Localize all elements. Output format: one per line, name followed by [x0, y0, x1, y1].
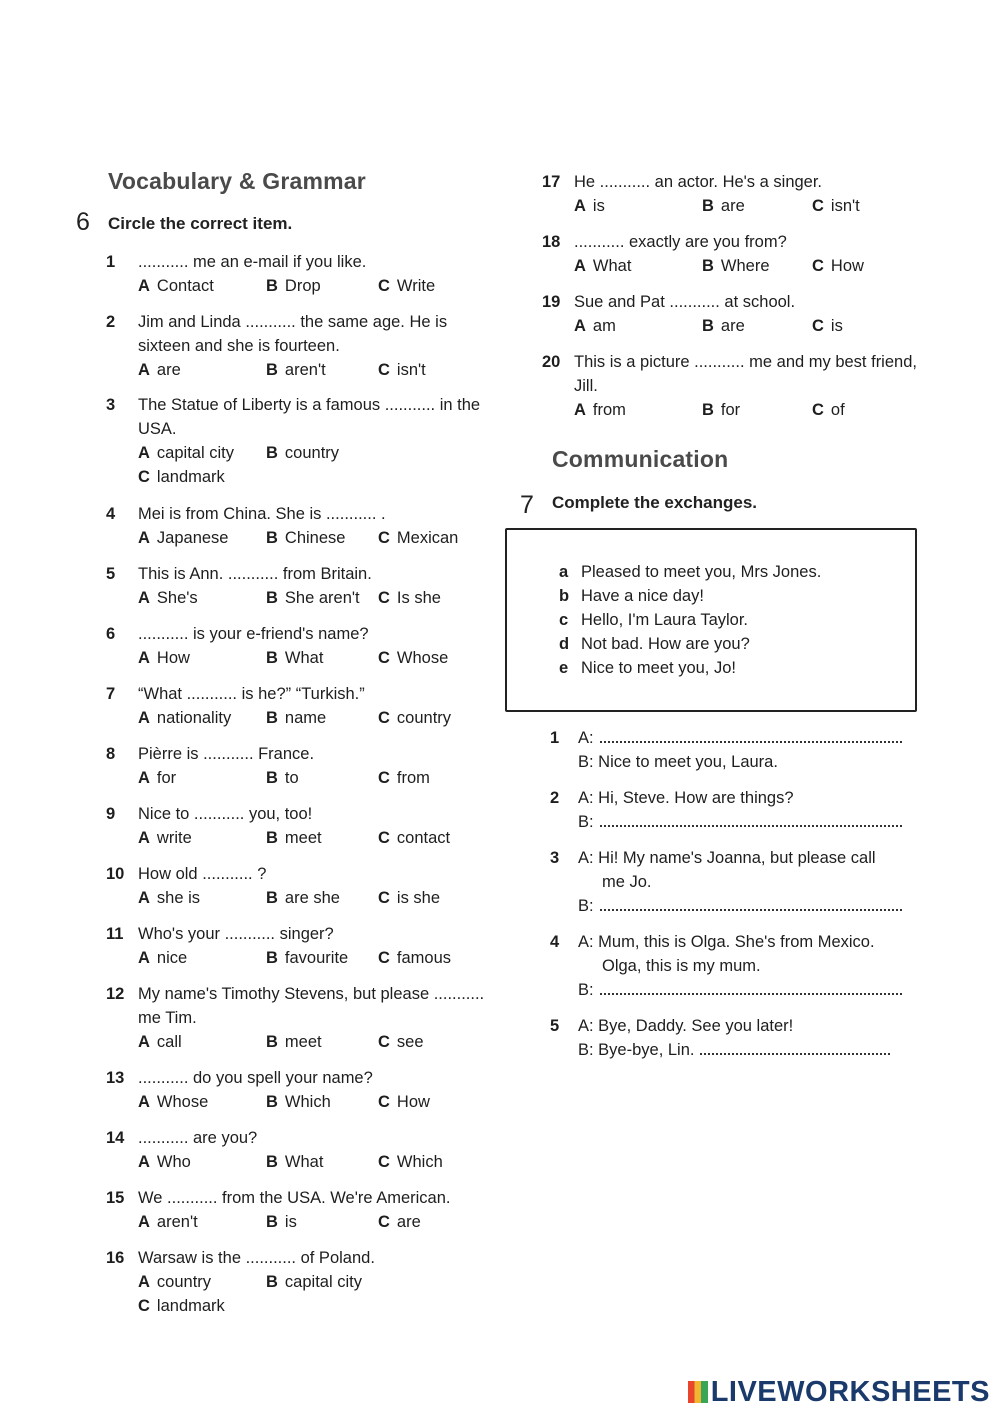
option-letter: C: [378, 1153, 390, 1171]
option-letter: C: [378, 277, 390, 295]
option-b[interactable]: [266, 646, 323, 670]
liveworksheets-logo: [688, 1376, 990, 1409]
option-text: capital city: [156, 444, 234, 462]
exchange-line: [578, 930, 875, 954]
response-d: [559, 632, 750, 656]
question-stem: We ........... from the USA. We're American.: [138, 1189, 451, 1207]
exercise-7-number: 7: [520, 491, 534, 519]
question-stem: Pièrre is ........... France.: [138, 745, 315, 763]
exchange-line: [578, 1014, 793, 1038]
option-text: aren't: [284, 361, 326, 379]
response-a: [559, 560, 821, 584]
option-b[interactable]: [266, 826, 322, 850]
option-text: isn't: [396, 361, 426, 379]
question-stem: My name's Timothy Stevens, but please ........... me Tim.: [138, 985, 485, 1027]
option-letter: B: [266, 361, 278, 379]
option-text: are: [720, 197, 745, 215]
option-a[interactable]: [138, 766, 176, 790]
option-text: Japanese: [156, 529, 229, 547]
option-text: from: [396, 769, 430, 787]
option-letter: A: [138, 949, 150, 967]
option-b[interactable]: [266, 766, 299, 790]
option-text: What: [284, 1153, 324, 1171]
option-b[interactable]: [266, 358, 326, 382]
option-a[interactable]: [574, 194, 605, 218]
exercise-6-instruction: Circle the correct item.: [108, 214, 293, 233]
exchange-line: [578, 1038, 890, 1062]
response-text: Hello, I'm Laura Taylor.: [581, 611, 749, 629]
question-stem: The Statue of Liberty is a famous ........... in the USA.: [138, 396, 481, 438]
option-text: aren't: [156, 1213, 198, 1231]
question-number: 2: [106, 313, 116, 331]
question-stem: “What ........... is he?” “Turkish.”: [138, 685, 365, 703]
response-b: [559, 584, 704, 608]
option-letter: B: [266, 1273, 278, 1291]
option-a[interactable]: [138, 826, 192, 850]
question-stem: How old ........... ?: [138, 865, 267, 883]
option-text: country: [156, 1273, 212, 1291]
option-letter: B: [266, 889, 278, 907]
question-number: 13: [106, 1069, 125, 1087]
exchange-line: [602, 870, 652, 894]
option-letter: B: [266, 1093, 278, 1111]
option-text: What: [592, 257, 632, 275]
option-letter: B: [266, 649, 278, 667]
question-stem: ........... are you?: [138, 1129, 258, 1147]
communication-heading: Communication: [552, 446, 729, 472]
question-number: 6: [106, 625, 116, 643]
option-letter: B: [702, 401, 714, 419]
option-letter: A: [138, 709, 150, 727]
exercise-7-instruction: Complete the exchanges.: [552, 493, 758, 512]
question-stem: Warsaw is the ........... of Poland.: [138, 1249, 375, 1267]
answer-blank[interactable]: [600, 726, 902, 743]
option-b[interactable]: [702, 398, 740, 422]
response-letter: b: [559, 587, 570, 605]
option-text: Whose: [156, 1093, 209, 1111]
question-stem: This is Ann. ........... from Britain.: [138, 565, 372, 583]
exchange-text: B:: [578, 813, 594, 831]
option-text: contact: [396, 829, 451, 847]
option-text: for: [156, 769, 177, 787]
option-b[interactable]: [702, 194, 745, 218]
option-c[interactable]: [378, 1210, 421, 1234]
option-text: landmark: [156, 1297, 225, 1315]
option-letter: A: [574, 197, 586, 215]
response-letter: c: [559, 611, 569, 629]
question-number: 10: [106, 865, 125, 883]
exchange-line: [578, 978, 902, 1002]
option-a[interactable]: [138, 706, 231, 730]
question-number: 11: [106, 925, 124, 943]
option-text: is she: [396, 889, 441, 907]
option-text: call: [156, 1033, 182, 1051]
exchange-text: B:: [578, 981, 594, 999]
option-b[interactable]: [266, 274, 321, 298]
option-letter: C: [378, 829, 390, 847]
option-text: country: [284, 444, 340, 462]
option-letter: C: [378, 1033, 390, 1051]
exchange-text: B: Nice to meet you, Laura.: [578, 753, 778, 771]
option-b[interactable]: [266, 441, 339, 465]
option-letter: C: [378, 361, 390, 379]
logo-text: LIVEWORKSHEETS: [710, 1376, 990, 1408]
option-letter: B: [266, 769, 278, 787]
question-number: 18: [542, 233, 561, 251]
option-letter: C: [138, 1297, 150, 1315]
option-b[interactable]: [266, 1150, 323, 1174]
option-letter: C: [378, 709, 390, 727]
question-number: 16: [106, 1249, 125, 1267]
option-c[interactable]: [378, 886, 440, 910]
question-stem: Nice to ........... you, too!: [138, 805, 313, 823]
option-text: is: [284, 1213, 297, 1231]
exchange-text: A: Hi! My name's Joanna, but please call: [578, 849, 876, 867]
question-stem: Jim and Linda ........... the same age. He is sixteen and she is fourteen.: [138, 313, 448, 355]
option-c[interactable]: [378, 586, 441, 610]
response-text: Have a nice day!: [581, 587, 704, 605]
option-letter: B: [266, 589, 278, 607]
answer-blank[interactable]: [600, 978, 902, 995]
question-stem: ........... me an e-mail if you like.: [138, 253, 367, 271]
option-a[interactable]: [138, 1210, 198, 1234]
option-letter: B: [702, 257, 714, 275]
option-b[interactable]: [266, 1090, 331, 1114]
option-letter: C: [378, 589, 390, 607]
option-a[interactable]: [138, 274, 214, 298]
question-stem: This is a picture ........... me and my best friend, Jill.: [574, 353, 917, 395]
exchange-text: Olga, this is my mum.: [602, 957, 761, 975]
exchange-text: B:: [578, 897, 594, 915]
question-number: 19: [542, 293, 561, 311]
question-number: 9: [106, 805, 116, 823]
option-text: Drop: [284, 277, 321, 295]
option-c[interactable]: [812, 254, 864, 278]
option-text: country: [396, 709, 452, 727]
option-letter: B: [702, 197, 714, 215]
option-text: Mexican: [396, 529, 459, 547]
option-letter: A: [138, 277, 150, 295]
question-number: 20: [542, 353, 561, 371]
response-e: [559, 656, 736, 680]
option-letter: A: [138, 529, 150, 547]
option-letter: A: [574, 257, 586, 275]
response-letter: d: [559, 635, 570, 653]
option-letter: C: [378, 529, 390, 547]
responses-box: [505, 528, 917, 712]
response-letter: a: [559, 563, 569, 581]
option-a[interactable]: [138, 358, 181, 382]
option-letter: A: [138, 769, 150, 787]
question-stem: ........... do you spell your name?: [138, 1069, 373, 1087]
question-number: 12: [106, 985, 125, 1003]
option-text: of: [830, 401, 845, 419]
option-text: are: [396, 1213, 421, 1231]
option-text: famous: [396, 949, 452, 967]
option-letter: B: [266, 829, 278, 847]
question-stem: He ........... an actor. He's a singer.: [574, 173, 823, 191]
option-text: she is: [156, 889, 201, 907]
option-c[interactable]: [378, 946, 451, 970]
option-c[interactable]: [812, 314, 843, 338]
option-letter: C: [812, 401, 824, 419]
option-b[interactable]: [702, 254, 770, 278]
option-letter: B: [266, 529, 278, 547]
option-text: How: [830, 257, 864, 275]
vocab-grammar-heading: Vocabulary & Grammar: [108, 168, 366, 194]
option-text: Contact: [156, 277, 214, 295]
option-text: How: [156, 649, 190, 667]
question-number: 17: [542, 173, 561, 191]
answer-blank[interactable]: [600, 810, 902, 827]
option-letter: A: [138, 1033, 150, 1051]
option-letter: C: [378, 1093, 390, 1111]
option-letter: A: [574, 317, 586, 335]
option-b[interactable]: [266, 946, 348, 970]
option-text: Where: [720, 257, 770, 275]
option-b[interactable]: [266, 1210, 297, 1234]
option-b[interactable]: [266, 1030, 322, 1054]
option-text: favourite: [284, 949, 349, 967]
option-letter: C: [378, 649, 390, 667]
option-c[interactable]: [378, 358, 426, 382]
exchange-number: 2: [550, 789, 560, 807]
option-text: She's: [156, 589, 198, 607]
option-letter: A: [138, 889, 150, 907]
option-a[interactable]: [138, 1030, 182, 1054]
option-c[interactable]: [378, 526, 458, 550]
option-c[interactable]: [812, 194, 860, 218]
option-c[interactable]: [138, 1294, 225, 1318]
exchange-line: [578, 750, 778, 774]
option-letter: C: [812, 317, 824, 335]
option-text: Which: [284, 1093, 331, 1111]
question-stem: ........... is your e-friend's name?: [138, 625, 369, 643]
question-stem: ........... exactly are you from?: [574, 233, 787, 251]
option-letter: B: [266, 1153, 278, 1171]
option-letter: B: [266, 277, 278, 295]
option-text: Write: [396, 277, 436, 295]
option-letter: C: [138, 468, 150, 486]
exchange-line: [578, 726, 902, 750]
option-letter: A: [138, 1273, 150, 1291]
option-text: Is she: [396, 589, 441, 607]
option-letter: C: [378, 949, 390, 967]
option-letter: B: [266, 1213, 278, 1231]
question-stem: Who's your ........... singer?: [138, 925, 334, 943]
option-text: nationality: [156, 709, 232, 727]
answer-blank[interactable]: [700, 1038, 890, 1055]
option-a[interactable]: [138, 586, 198, 610]
exchange-line: [578, 786, 794, 810]
option-a[interactable]: [138, 646, 190, 670]
option-c[interactable]: [138, 465, 225, 489]
exchange-text: A:: [578, 729, 594, 747]
exchange-line: [578, 810, 902, 834]
option-letter: C: [812, 197, 824, 215]
option-letter: C: [378, 769, 390, 787]
option-letter: A: [574, 401, 586, 419]
exchange-number: 5: [550, 1017, 560, 1035]
option-b[interactable]: [266, 586, 360, 610]
question-stem: Mei is from China. She is ........... .: [138, 505, 386, 523]
option-text: How: [396, 1093, 430, 1111]
option-letter: A: [138, 589, 150, 607]
option-text: Chinese: [284, 529, 346, 547]
option-text: landmark: [156, 468, 225, 486]
option-text: name: [284, 709, 327, 727]
option-letter: A: [138, 1153, 150, 1171]
option-text: isn't: [830, 197, 860, 215]
option-letter: A: [138, 649, 150, 667]
option-text: capital city: [284, 1273, 362, 1291]
option-text: are: [720, 317, 745, 335]
option-a[interactable]: [138, 886, 200, 910]
option-letter: A: [138, 1213, 150, 1231]
response-text: Not bad. How are you?: [581, 635, 750, 653]
option-letter: A: [138, 361, 150, 379]
question-number: 14: [106, 1129, 125, 1147]
option-letter: B: [266, 444, 278, 462]
question-number: 8: [106, 745, 116, 763]
option-text: She aren't: [284, 589, 360, 607]
option-text: Which: [396, 1153, 443, 1171]
question-number: 15: [106, 1189, 125, 1207]
option-c[interactable]: [378, 274, 435, 298]
option-text: are: [156, 361, 181, 379]
option-letter: A: [138, 1093, 150, 1111]
option-text: for: [720, 401, 741, 419]
option-a[interactable]: [574, 398, 626, 422]
option-a[interactable]: [138, 441, 234, 465]
response-text: Nice to meet you, Jo!: [581, 659, 736, 677]
option-text: are she: [284, 889, 340, 907]
exchange-number: 3: [550, 849, 560, 867]
option-c[interactable]: [378, 1090, 430, 1114]
option-a[interactable]: [574, 254, 631, 278]
option-c[interactable]: [378, 706, 451, 730]
option-letter: B: [266, 709, 278, 727]
option-b[interactable]: [266, 1270, 362, 1294]
option-a[interactable]: [138, 1090, 208, 1114]
response-c: [559, 608, 748, 632]
option-a[interactable]: [138, 1150, 191, 1174]
option-text: meet: [284, 1033, 322, 1051]
option-text: Who: [156, 1153, 191, 1171]
question-number: 3: [106, 396, 116, 414]
option-letter: B: [702, 317, 714, 335]
option-c[interactable]: [378, 1030, 424, 1054]
option-b[interactable]: [266, 706, 326, 730]
option-c[interactable]: [378, 1150, 443, 1174]
option-c[interactable]: [812, 398, 845, 422]
question-number: 4: [106, 505, 116, 523]
exchange-text: A: Bye, Daddy. See you later!: [578, 1017, 794, 1035]
option-c[interactable]: [378, 826, 450, 850]
logo-icon: [688, 1381, 708, 1403]
option-a[interactable]: [574, 314, 616, 338]
option-letter: C: [812, 257, 824, 275]
option-text: is: [830, 317, 843, 335]
option-b[interactable]: [702, 314, 745, 338]
option-c[interactable]: [378, 766, 430, 790]
option-text: nice: [156, 949, 188, 967]
exchange-line: [602, 954, 761, 978]
response-letter: e: [559, 659, 569, 677]
exchange-line: [578, 894, 902, 918]
question-stem: Sue and Pat ........... at school.: [574, 293, 796, 311]
question-number: 1: [106, 253, 116, 271]
exercise-6-number: 6: [76, 208, 90, 236]
response-text: Pleased to meet you, Mrs Jones.: [581, 563, 822, 581]
exchange-number: 1: [550, 729, 560, 747]
exchange-text: A: Mum, this is Olga. She's from Mexico.: [578, 933, 875, 951]
option-letter: C: [378, 889, 390, 907]
option-text: write: [156, 829, 192, 847]
option-b[interactable]: [266, 886, 340, 910]
option-letter: C: [378, 1213, 390, 1231]
option-letter: A: [138, 829, 150, 847]
exchange-text: A: Hi, Steve. How are things?: [578, 789, 794, 807]
exchange-line: [578, 846, 876, 870]
question-number: 5: [106, 565, 116, 583]
question-number: 7: [106, 685, 116, 703]
option-text: to: [284, 769, 299, 787]
option-text: is: [592, 197, 605, 215]
option-text: meet: [284, 829, 322, 847]
exchange-number: 4: [550, 933, 560, 951]
exchange-text: B: Bye-bye, Lin.: [578, 1041, 695, 1059]
option-b[interactable]: [266, 526, 345, 550]
option-letter: B: [266, 949, 278, 967]
option-text: am: [592, 317, 616, 335]
option-c[interactable]: [378, 646, 448, 670]
option-letter: A: [138, 444, 150, 462]
option-text: Whose: [396, 649, 449, 667]
option-a[interactable]: [138, 1270, 211, 1294]
option-text: see: [396, 1033, 424, 1051]
option-a[interactable]: [138, 946, 187, 970]
option-letter: B: [266, 1033, 278, 1051]
exchange-text: me Jo.: [602, 873, 652, 891]
answer-blank[interactable]: [600, 894, 902, 911]
option-text: from: [592, 401, 626, 419]
option-a[interactable]: [138, 526, 228, 550]
option-text: What: [284, 649, 324, 667]
